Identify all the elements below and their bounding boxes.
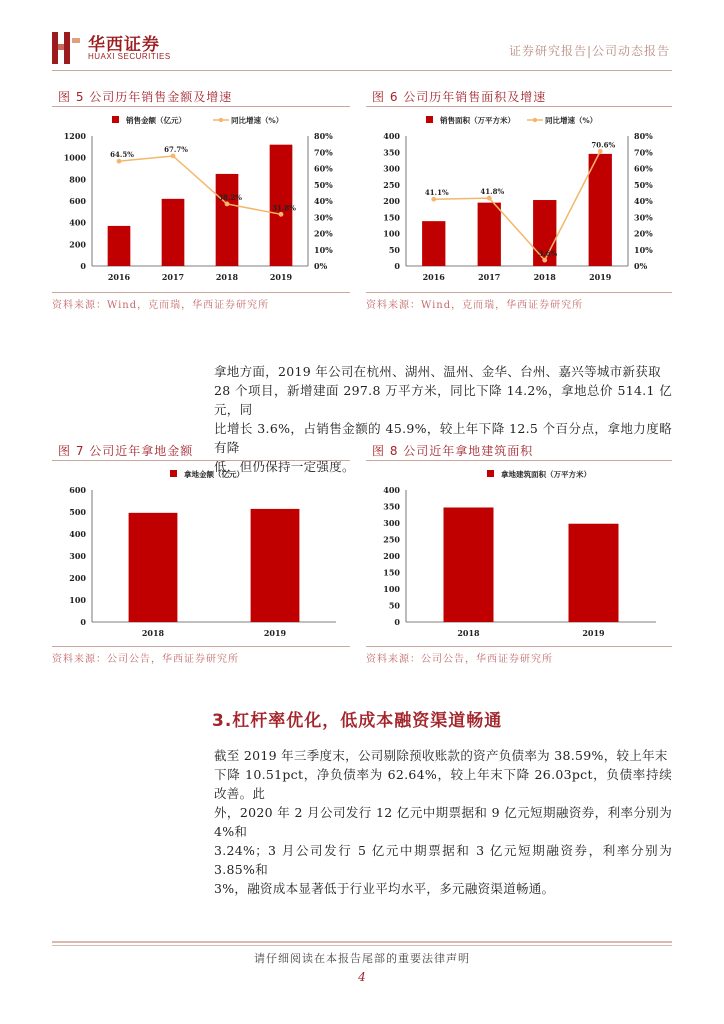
fig5-chart — [52, 110, 352, 288]
fig7-title: 图 7 公司近年拿地金额 — [58, 444, 194, 458]
y-tick-label-fig6-4: 200 — [383, 196, 400, 206]
fig6-chart — [366, 110, 672, 288]
y2-tick-label-fig6-3: 30% — [634, 212, 653, 223]
y2-tick-label-fig5-3: 30% — [314, 212, 333, 223]
land-line-3: 比增长 3.6%，占销售金额的 45.9%，较上年下降 12.5 个百分点，拿地力度略有降 — [214, 421, 672, 455]
y-tick-label-fig7-5: 500 — [69, 507, 86, 517]
y-tick-label-fig7-0: 0 — [80, 617, 86, 627]
growth-point-fig5-2016 — [117, 159, 122, 164]
y-tick-label-fig8-7: 350 — [383, 501, 400, 512]
growth-label-fig5-2018: 38.2% — [218, 192, 242, 202]
y2-tick-label-fig6-0: 0% — [634, 261, 648, 271]
growth-label-fig6-2019: 70.6% — [591, 140, 616, 150]
y-tick-label-fig5-0: 0 — [80, 261, 86, 271]
y2-tick-label-fig6-4: 40% — [634, 196, 653, 206]
legend-label-fig6-0: 销售面积（万平方米） — [440, 116, 515, 125]
y-tick-label-fig7-1: 100 — [69, 595, 86, 605]
y-tick-label-fig7-6: 600 — [69, 485, 86, 495]
legend-label-fig6-1: 同比增速（%） — [545, 116, 598, 125]
legend-line-marker-fig5 — [219, 118, 223, 122]
x-tick-label-fig6-3: 2019 — [589, 272, 612, 282]
y-tick-label-fig6-8: 400 — [383, 131, 400, 141]
y2-tick-label-fig6-1: 10% — [634, 244, 653, 255]
x-tick-label-fig6-0: 2016 — [422, 272, 445, 282]
y-tick-label-fig7-4: 400 — [69, 529, 86, 539]
leverage-line-5: 3%，融资成本显著低于行业平均水平，多元融资渠道畅通。 — [214, 881, 555, 896]
x-tick-label-fig6-1: 2017 — [478, 272, 501, 282]
y-tick-label-fig6-3: 150 — [383, 212, 400, 223]
footer-rule-bottom — [52, 945, 672, 946]
y-tick-label-fig6-1: 50 — [388, 244, 400, 255]
y2-tick-label-fig6-2: 20% — [634, 228, 653, 239]
bar-fig5-2018 — [216, 174, 239, 266]
growth-label-fig5-2016: 64.5% — [110, 150, 134, 160]
y-tick-label-fig8-4: 200 — [383, 551, 400, 561]
land-line-1: 拿地方面，2019 年公司在杭州、湖州、温州、金华、台州、嘉兴等城市新获取 — [214, 364, 661, 379]
fig5-source: 资料来源：Wind，克而瑞，华西证券研究所 — [52, 300, 270, 311]
logo-name: 华西证券 — [88, 35, 160, 55]
fig7-chart — [52, 464, 352, 644]
bar-fig7-2019 — [251, 509, 300, 622]
logo-subtitle: HUAXI SECURITIES — [88, 52, 171, 61]
y-tick-label-fig5-5: 1000 — [63, 152, 86, 163]
fig8-bottom-rule — [366, 646, 672, 647]
bar-fig5-2016 — [108, 226, 131, 266]
leverage-line-1: 截至 2019 年三季度末，公司剔除预收账款的资产负债率为 38.59%，较上年末 — [214, 748, 668, 763]
fig6-bottom-rule — [366, 292, 672, 293]
legend-line-marker-fig6 — [533, 118, 537, 122]
bar-fig8-2018 — [444, 507, 494, 622]
growth-label-fig6-2017: 41.8% — [480, 187, 505, 197]
y2-tick-label-fig6-7: 70% — [634, 147, 653, 158]
x-tick-label-fig8-1: 2019 — [582, 628, 605, 638]
y-tick-label-fig6-2: 100 — [383, 228, 400, 239]
growth-label-fig6-2018: 3.6% — [538, 249, 558, 259]
legend-label-fig5-0: 销售金额（亿元） — [126, 116, 186, 125]
y2-tick-label-fig6-6: 60% — [634, 163, 653, 174]
fig5-title: 图 5 公司历年销售金额及增速 — [58, 90, 233, 104]
leverage-paragraph — [214, 746, 672, 898]
footer-rule-top — [52, 941, 672, 943]
bar-fig8-2019 — [569, 524, 619, 622]
growth-point-fig5-2018 — [225, 202, 230, 207]
y2-tick-label-fig5-1: 10% — [314, 244, 333, 255]
legend-bar-swatch-fig7 — [170, 470, 177, 477]
growth-label-fig6-2016: 41.1% — [424, 188, 449, 198]
fig8-chart — [366, 464, 672, 644]
fig8-title-rule — [366, 460, 672, 461]
y-tick-label-fig8-6: 300 — [383, 518, 400, 528]
y-tick-label-fig5-6: 1200 — [63, 131, 86, 141]
fig6-source: 资料来源：Wind，克而瑞，华西证券研究所 — [366, 300, 584, 311]
y-tick-label-fig8-8: 400 — [383, 485, 400, 495]
y-tick-label-fig6-7: 350 — [383, 147, 400, 158]
x-tick-label-fig5-3: 2019 — [269, 272, 293, 282]
y2-tick-label-fig5-7: 70% — [314, 147, 333, 158]
y2-tick-label-fig5-4: 40% — [314, 196, 333, 206]
x-tick-label-fig7-1: 2019 — [263, 628, 287, 638]
huaxi-logo-icon — [50, 30, 84, 66]
y-tick-label-fig8-0: 0 — [394, 617, 400, 627]
y-tick-label-fig8-3: 150 — [383, 567, 400, 578]
fig8-title: 图 8 公司近年拿地建筑面积 — [372, 444, 534, 458]
leverage-line-2: 下降 10.51pct，净负债率为 62.64%，较上年末下降 26.03pct，负债率持续改善。此 — [214, 767, 672, 801]
land-line-2: 28 个项目，新增建面 297.8 万平方米，同比下降 14.2%，拿地总价 514.1 亿元，同 — [214, 383, 672, 417]
y2-tick-label-fig5-8: 80% — [314, 131, 333, 141]
y2-tick-label-fig5-5: 50% — [314, 179, 333, 190]
x-tick-label-fig7-0: 2018 — [141, 628, 165, 638]
land-line-4: 低，但仍保持一定强度。 — [214, 459, 355, 474]
y-tick-label-fig5-2: 400 — [69, 217, 86, 228]
growth-point-fig5-2017 — [171, 154, 176, 159]
y-tick-label-fig6-6: 300 — [383, 163, 400, 174]
y-tick-label-fig6-0: 0 — [394, 261, 400, 271]
bar-fig7-2018 — [129, 513, 178, 622]
y-tick-label-fig8-5: 250 — [383, 534, 400, 545]
fig7-source: 资料来源：公司公告，华西证券研究所 — [52, 654, 239, 665]
y2-tick-label-fig5-6: 60% — [314, 163, 333, 174]
y-tick-label-fig7-2: 200 — [69, 573, 86, 583]
y-tick-label-fig8-1: 50 — [388, 600, 400, 611]
growth-point-fig6-2018 — [542, 258, 547, 263]
y-tick-label-fig5-1: 200 — [69, 239, 86, 250]
growth-point-fig6-2017 — [487, 196, 492, 201]
legend-bar-swatch-fig5 — [112, 116, 119, 123]
x-tick-label-fig6-2: 2018 — [533, 272, 556, 282]
legend-label-fig8-0: 拿地建筑面积（万平方米） — [501, 470, 591, 479]
leverage-line-3: 外，2020 年 2 月公司发行 12 亿元中期票据和 9 亿元短期融资券，利率分别为 4%和 — [214, 805, 672, 839]
bar-fig5-2017 — [162, 199, 185, 266]
fig8-source: 资料来源：公司公告，华西证券研究所 — [366, 654, 553, 665]
bar-fig6-2016 — [422, 221, 445, 266]
legend-bar-swatch-fig8 — [487, 470, 494, 477]
fig7-bottom-rule — [52, 646, 350, 647]
leverage-line-4: 3.24%；3 月公司发行 5 亿元中期票据和 3 亿元短期融资券，利率分别为 3.85%和 — [214, 843, 672, 877]
y-tick-label-fig5-4: 800 — [69, 174, 86, 185]
y-tick-label-fig5-3: 600 — [69, 196, 86, 206]
y-tick-label-fig8-2: 100 — [383, 584, 400, 594]
bar-fig6-2017 — [478, 203, 501, 266]
y2-tick-label-fig5-0: 0% — [314, 261, 328, 271]
growth-label-fig5-2017: 67.7% — [164, 144, 188, 154]
y-tick-label-fig6-5: 250 — [383, 179, 400, 190]
fig5-title-rule — [52, 106, 350, 107]
section-3-title: 3.杠杆率优化，低成本融资渠道畅通 — [212, 711, 503, 731]
x-tick-label-fig5-2: 2018 — [215, 272, 239, 282]
growth-point-fig5-2019 — [279, 212, 284, 217]
growth-label-fig5-2019: 31.8% — [272, 203, 296, 213]
header-divider — [52, 70, 672, 71]
page-number: 4 — [358, 970, 366, 984]
y2-tick-label-fig6-8: 80% — [634, 131, 653, 141]
footer-disclaimer: 请仔细阅读在本报告尾部的重要法律声明 — [254, 952, 470, 965]
report-type: 证券研究报告|公司动态报告 — [508, 44, 670, 58]
fig6-title: 图 6 公司历年销售面积及增速 — [372, 90, 547, 104]
bar-fig6-2019 — [589, 154, 612, 266]
legend-label-fig5-1: 同比增速（%） — [231, 116, 284, 125]
x-tick-label-fig5-1: 2017 — [161, 272, 185, 282]
growth-point-fig6-2019 — [598, 149, 603, 154]
y-tick-label-fig7-3: 300 — [69, 551, 86, 561]
growth-point-fig6-2016 — [431, 197, 436, 202]
growth-line-fig6 — [434, 151, 601, 260]
legend-label-fig7-0: 拿地金额（亿元） — [184, 470, 244, 479]
fig6-title-rule — [366, 106, 672, 107]
fig5-bottom-rule — [52, 292, 350, 293]
x-tick-label-fig8-0: 2018 — [457, 628, 480, 638]
x-tick-label-fig5-0: 2016 — [107, 272, 131, 282]
fig7-title-rule — [52, 460, 350, 461]
y2-tick-label-fig6-5: 50% — [634, 179, 653, 190]
legend-bar-swatch-fig6 — [426, 116, 433, 123]
y2-tick-label-fig5-2: 20% — [314, 228, 333, 239]
growth-line-fig5 — [119, 156, 281, 214]
